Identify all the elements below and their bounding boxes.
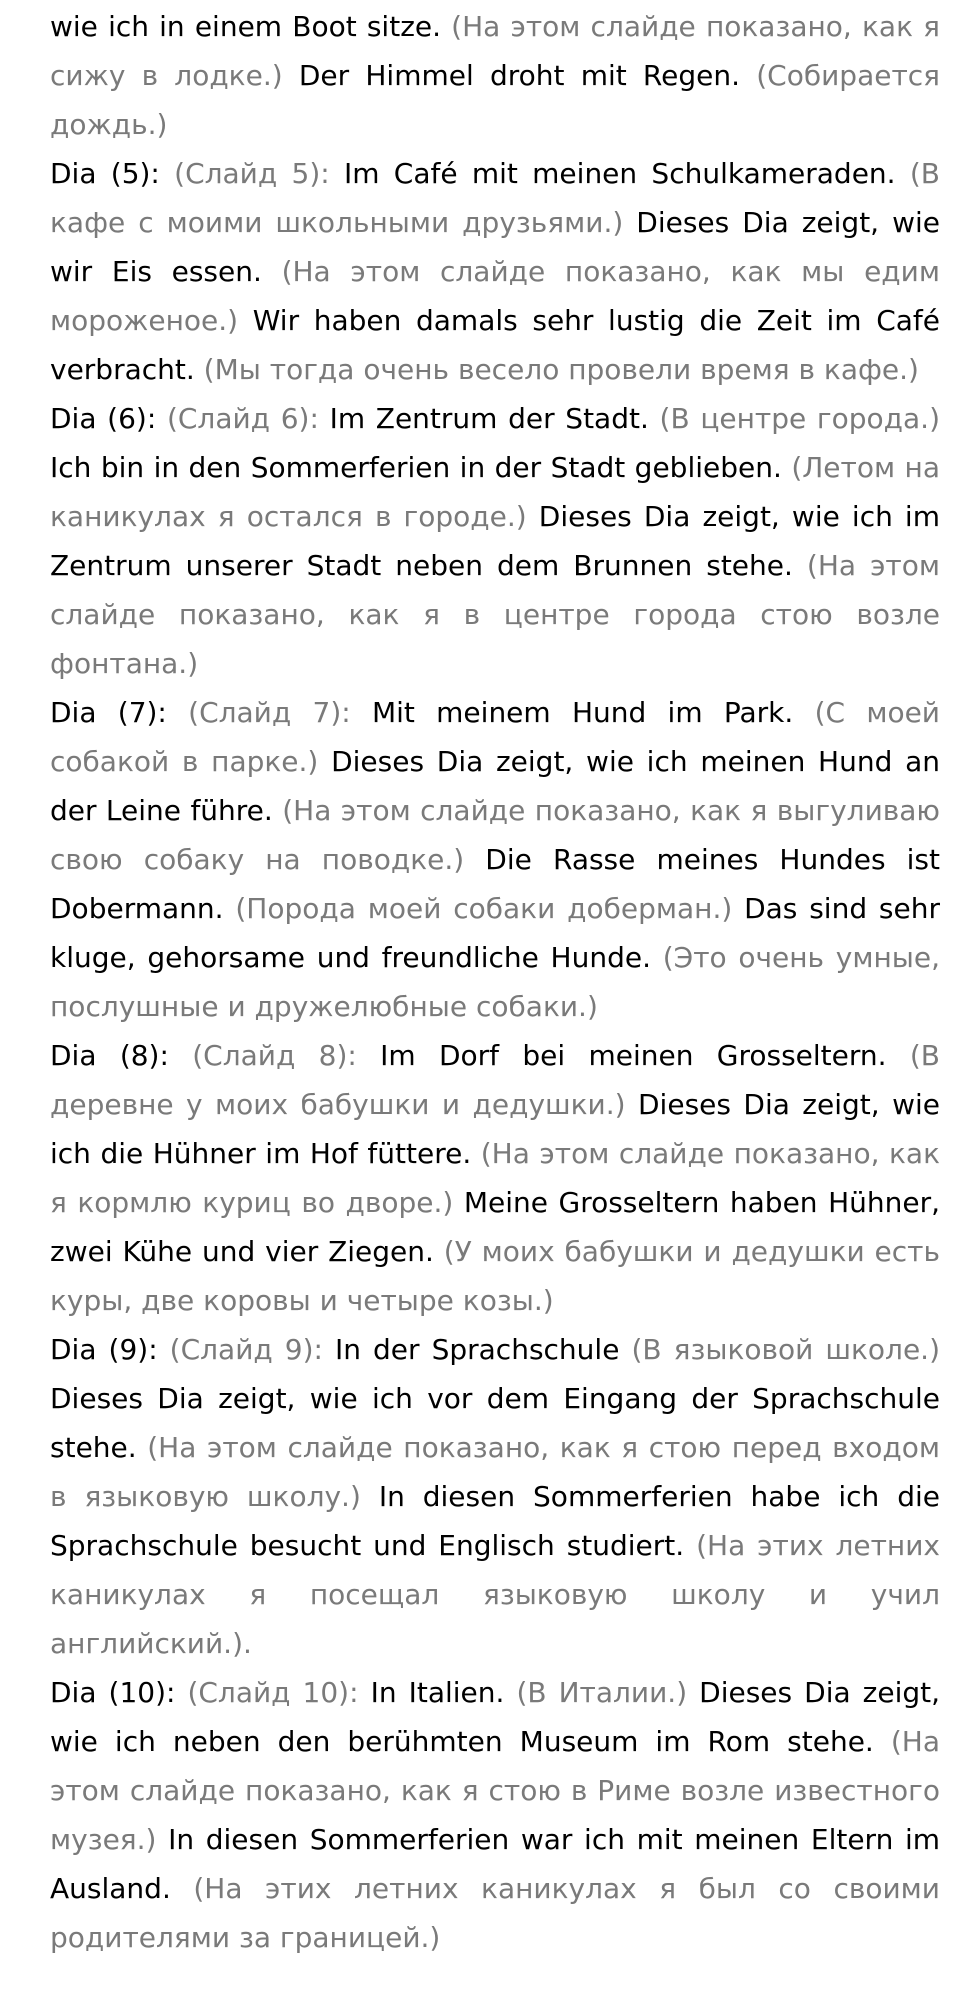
paragraph-dia-5 bbox=[50, 149, 940, 394]
slide-label: Dia (10): bbox=[50, 1676, 188, 1709]
slide-label-translation: (Слайд 9): bbox=[169, 1333, 335, 1366]
slide-label: Dia (5): bbox=[50, 157, 175, 190]
russian-translation: (В центре города.) bbox=[659, 402, 940, 435]
russian-translation: (В деревне у моих бабушки и дедушки.) bbox=[50, 1039, 940, 1121]
russian-translation: (С моей собакой в парке.) bbox=[50, 696, 941, 778]
german-text: wie ich in einem Boot sitze. bbox=[50, 10, 452, 43]
slide-label-translation: (Слайд 7): bbox=[188, 696, 372, 729]
russian-translation: (В Италии.) bbox=[516, 1676, 688, 1709]
russian-translation: (На этом слайде показано, как мы едим мороженое.) bbox=[50, 255, 940, 337]
russian-translation: (На этом слайде показано, как я в центре города стою возле фонтана.) bbox=[50, 549, 940, 680]
german-text: Die Rasse meines Hundes ist Dobermann. bbox=[50, 843, 940, 925]
russian-translation: (На этих летних каникулах я посещал языковую школу и учил английский.). bbox=[50, 1529, 941, 1660]
slide-label: Dia (8): bbox=[50, 1039, 193, 1072]
german-text: Dieses Dia zeigt, wie wir Eis essen. bbox=[50, 206, 940, 288]
german-text: Im Zentrum der Stadt. bbox=[329, 402, 660, 435]
german-text: Im Dorf bei meinen Grosseltern. bbox=[380, 1039, 910, 1072]
slide-label: Dia (6): bbox=[50, 402, 167, 435]
russian-translation: (Порода моей собаки доберман.) bbox=[235, 892, 733, 925]
german-text: Dieses Dia zeigt, wie ich vor dem Eingang der Sprachschule stehe. bbox=[50, 1382, 940, 1464]
german-text: In Italien. bbox=[370, 1676, 517, 1709]
german-text: In der Sprachschule bbox=[335, 1333, 632, 1366]
russian-translation: (У моих бабушки и дедушки есть куры, две коровы и четыре козы.) bbox=[50, 1235, 940, 1317]
german-text: Ich bin in den Sommerferien in der Stadt geblieben. bbox=[50, 451, 792, 484]
paragraph-dia-7 bbox=[50, 688, 940, 1031]
paragraph-dia-8 bbox=[50, 1031, 940, 1325]
russian-translation: (Собирается дождь.) bbox=[50, 59, 940, 141]
paragraph-dia-4-end bbox=[50, 2, 940, 149]
german-text: Dieses Dia zeigt, wie ich neben den berühmten Museum im Rom stehe. bbox=[50, 1676, 940, 1758]
russian-translation: (На этом слайде показано, как я стою в Риме возле известного музея.) bbox=[50, 1725, 940, 1856]
german-text: Dieses Dia zeigt, wie ich meinen Hund an der Leine führe. bbox=[50, 745, 940, 827]
paragraph-dia-6 bbox=[50, 394, 940, 688]
russian-translation: (Мы тогда очень весело провели время в кафе.) bbox=[203, 353, 919, 386]
slide-label-translation: (Слайд 8): bbox=[192, 1039, 381, 1072]
slide-label: Dia (7): bbox=[50, 696, 189, 729]
russian-translation: (В языковой школе.) bbox=[631, 1333, 940, 1366]
slide-label: Dia (9): bbox=[50, 1333, 170, 1366]
german-text: Das sind sehr kluge, gehorsame und freundliche Hunde. bbox=[50, 892, 940, 974]
paragraph-dia-10 bbox=[50, 1668, 940, 1962]
german-text: Der Himmel droht mit Regen. bbox=[282, 59, 757, 92]
german-text: Wir haben damals sehr lustig die Zeit im Café verbracht. bbox=[50, 304, 940, 386]
paragraph-dia-9 bbox=[50, 1325, 940, 1668]
german-text: Meine Grosseltern haben Hühner, zwei Kühe und vier Ziegen. bbox=[50, 1186, 941, 1268]
german-text: Mit meinem Hund im Park. bbox=[371, 696, 815, 729]
russian-translation: (На этом слайде показано, как я стою перед входом в языковую школу.) bbox=[50, 1431, 940, 1513]
russian-translation: (На этом слайде показано, как я сижу в лодке.) bbox=[50, 10, 940, 92]
russian-translation: (В кафе с моими школьными друзьями.) bbox=[50, 157, 940, 239]
russian-translation: (Летом на каникулах я остался в городе.) bbox=[50, 451, 940, 533]
german-text: In diesen Sommerferien habe ich die Sprachschule besucht und Englisch studiert. bbox=[50, 1480, 940, 1562]
russian-translation: (На этом слайде показано, как я кормлю куриц во дворе.) bbox=[50, 1137, 940, 1219]
russian-translation: (Это очень умные, послушные и дружелюбные собаки.) bbox=[50, 941, 940, 1023]
slide-label-translation: (Слайд 10): bbox=[187, 1676, 371, 1709]
german-text: Dieses Dia zeigt, wie ich die Hühner im Hof füttere. bbox=[50, 1088, 940, 1170]
slide-label-translation: (Слайд 5): bbox=[174, 157, 344, 190]
german-text: In diesen Sommerferien war ich mit meinen Eltern im Ausland. bbox=[50, 1823, 940, 1905]
slide-label-translation: (Слайд 6): bbox=[166, 402, 330, 435]
russian-translation: (На этом слайде показано, как я выгуливаю свою собаку на поводке.) bbox=[50, 794, 940, 876]
german-text: Im Café mit meinen Schulkameraden. bbox=[343, 157, 910, 190]
german-text: Dieses Dia zeigt, wie ich im Zentrum unserer Stadt neben dem Brunnen stehe. bbox=[50, 500, 940, 582]
russian-translation: (На этих летних каникулах я был со своими родителями за границей.) bbox=[50, 1872, 940, 1954]
